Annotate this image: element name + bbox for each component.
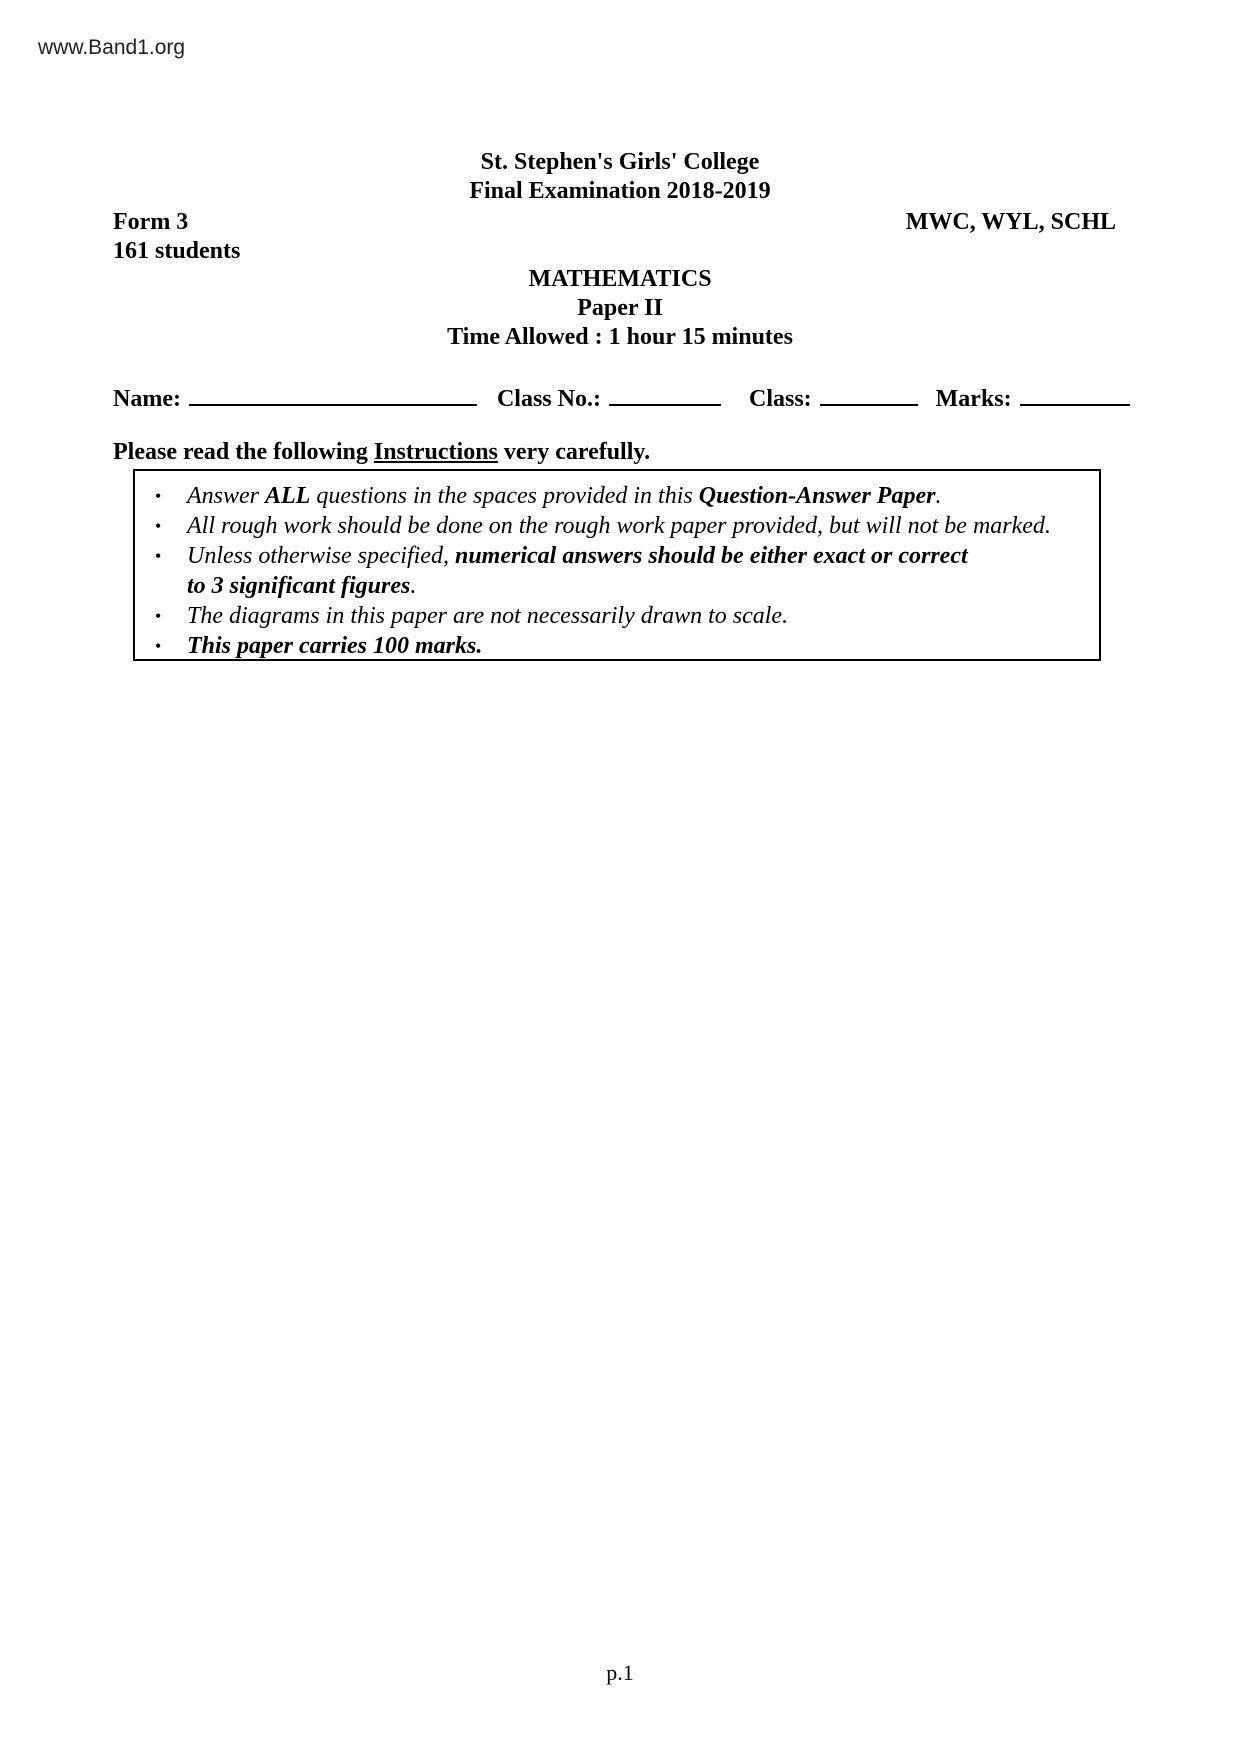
instruction-bold: to 3 significant figures	[187, 573, 411, 599]
instruction-bold: ALL	[265, 483, 311, 509]
instructions-box	[133, 469, 1101, 661]
form-info	[113, 208, 240, 266]
form-level: Form 3	[113, 209, 189, 235]
time-allowed: Time Allowed : 1 hour 15 minutes	[447, 324, 793, 350]
marks-blank[interactable]	[1020, 382, 1130, 406]
student-count: 161 students	[113, 238, 241, 264]
class-no-blank[interactable]	[609, 382, 721, 406]
bullet-icon: •	[155, 516, 162, 536]
instruction-text: .	[410, 573, 417, 599]
instruction-bold: Question-Answer Paper	[698, 483, 936, 509]
instruction-item-2	[135, 511, 1099, 541]
instructions-intro-after: very carefully.	[497, 439, 651, 465]
class-blank[interactable]	[820, 382, 918, 406]
instruction-item-3	[135, 541, 1099, 601]
instructions-heading	[113, 438, 650, 467]
instruction-text: The diagrams in this paper are not necessarily drawn to scale.	[187, 603, 789, 629]
instructions-underlined: Instructions	[373, 439, 498, 465]
instruction-text: .	[935, 483, 942, 509]
marks-label: Marks:	[935, 386, 1012, 412]
bullet-icon: •	[155, 486, 162, 506]
instruction-item-5	[135, 631, 1099, 661]
instruction-text: All rough work should be done on the rough work paper provided, but will not be marked.	[187, 513, 1051, 539]
instructions-list	[135, 471, 1099, 661]
instruction-bold: This paper carries 100 marks.	[187, 633, 483, 659]
name-label: Name:	[113, 386, 181, 412]
title-block	[0, 148, 1240, 206]
paper-number: Paper II	[577, 295, 663, 321]
bullet-icon: •	[155, 546, 162, 566]
instruction-bold: numerical answers should be either exact or correct	[454, 543, 968, 569]
instruction-item-4	[135, 601, 1099, 631]
student-fields-row	[113, 382, 1134, 414]
name-blank[interactable]	[189, 382, 477, 406]
instruction-text: questions in the spaces provided in this	[310, 483, 699, 509]
instructions-intro-before: Please read the following	[113, 439, 374, 465]
instruction-text: Unless otherwise specified,	[187, 543, 455, 569]
subject-title: MATHEMATICS	[528, 266, 712, 292]
class-no-label: Class No.:	[496, 386, 601, 412]
instruction-item-1	[135, 481, 1099, 511]
bullet-icon: •	[155, 636, 162, 656]
exam-title: Final Examination 2018-2019	[469, 178, 771, 204]
bullet-icon: •	[155, 606, 162, 626]
school-name: St. Stephen's Girls' College	[480, 149, 760, 175]
teacher-initials: MWC, WYL, SCHL	[905, 209, 1116, 235]
subject-block	[0, 265, 1240, 352]
instruction-text: Answer	[187, 483, 265, 509]
page-number: p.1	[606, 1660, 634, 1685]
class-label: Class:	[748, 386, 812, 412]
watermark-text: www.Band1.org	[38, 36, 186, 59]
